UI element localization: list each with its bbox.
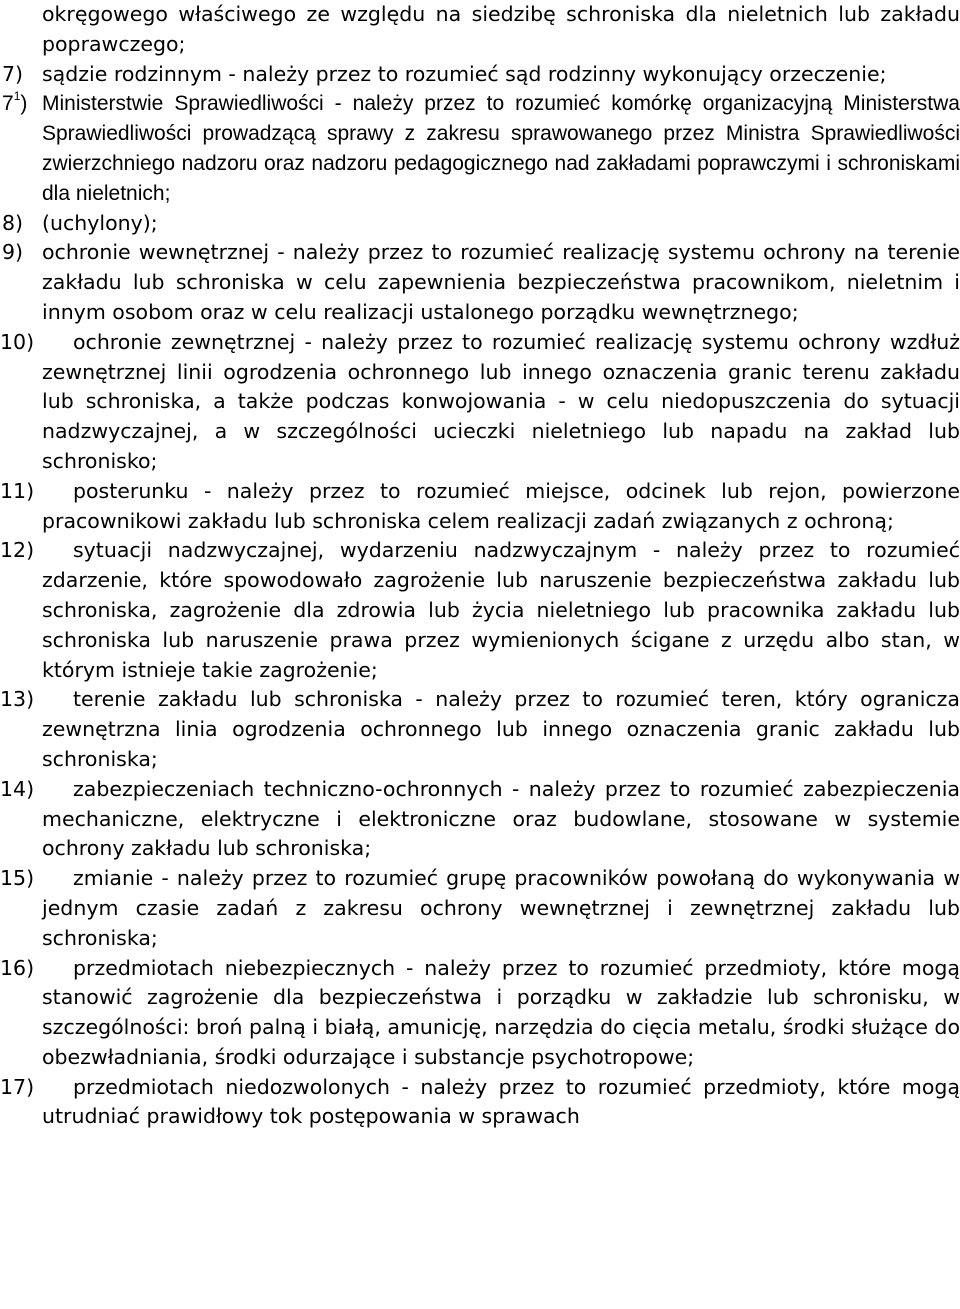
list-item-16 [0, 954, 960, 1073]
item-number: 14) [0, 776, 35, 801]
list-item-14 [0, 775, 960, 864]
list-item-8 [0, 209, 960, 239]
list-item-11 [0, 477, 960, 537]
item-number: 11) [0, 478, 35, 503]
item-number: 13) [0, 687, 35, 712]
item-number: 15) [0, 866, 35, 891]
list-item-9 [0, 238, 960, 327]
item-text: Ministerstwie Sprawiedliwości - należy przez to rozumieć komórkę organizacyjną Ministerstwa Sprawiedliwości prowadzącą sprawy z zakresu sprawowanego przez Ministra Sprawiedliwości zwierzchniego nadzoru oraz nadzoru pedagogicznego nad zakładami poprawczymi i schroniskami dla nieletnich; [42, 92, 960, 205]
item-number: 16) [0, 955, 35, 980]
continuation-paragraph: okręgowego właściwego ze względu na siedzibę schroniska dla nieletnich lub zakładu poprawczego; [42, 2, 960, 56]
item-text: zabezpieczeniach techniczno-ochronnych - należy przez to rozumieć zabezpieczenia mechaniczne, elektryczne i elektroniczne oraz budowlane, stosowane w systemie ochrony zakładu lub schroniska; [42, 776, 960, 861]
item-text: sądzie rodzinnym - należy przez to rozumieć sąd rodzinny wykonujący orzeczenie; [42, 61, 887, 86]
item-number-superscript: 1 [13, 89, 21, 104]
item-text: (uchylony); [42, 210, 158, 235]
list-item-15 [0, 864, 960, 953]
list-item-10 [0, 328, 960, 477]
list-item-7-1 [0, 89, 960, 208]
item-text: ochronie wewnętrznej - należy przez to rozumieć realizację systemu ochrony na terenie zakładu lub schroniska w celu zapewnienia bezpieczeństwa pracownikom, nieletnim i innym osobom oraz w celu realizacji ustalonego porządku wewnętrznego; [42, 240, 960, 324]
item-text: zmianie - należy przez to rozumieć grupę pracowników powołaną do wykonywania w jednym czasie zadań z zakresu ochrony wewnętrznej i zewnętrznej zakładu lub schroniska; [42, 866, 960, 950]
item-number [2, 89, 27, 119]
list-item-7 [0, 60, 960, 90]
item-number: 9) [2, 240, 24, 265]
item-number: 17) [0, 1074, 35, 1099]
item-text: posterunku - należy przez to rozumieć miejsce, odcinek lub rejon, powierzone pracownikowi zakładu lub schroniska celem realizacji zadań związanych z ochroną; [42, 478, 960, 533]
item-number: 10) [0, 329, 35, 354]
list-item-12 [0, 536, 960, 685]
item-text: przedmiotach niedozwolonych - należy przez to rozumieć przedmioty, które mogą utrudniać prawidłowy tok postępowania w sprawach [42, 1074, 960, 1129]
item-number-suffix: ) [20, 92, 28, 116]
item-text: ochronie zewnętrznej - należy przez to rozumieć realizację systemu ochrony wzdłuż zewnętrznej linii ogrodzenia ochronnego lub innego oznaczenia granic terenu zakładu lub schroniska, a także podczas konwojowania - w celu niedopuszczenia do sytuacji nadzwyczajnej, a w szczególności ucieczki nieletniego lub napadu na zakład lub schronisko; [42, 329, 960, 473]
list-item-13 [0, 685, 960, 774]
item-text: terenie zakładu lub schroniska - należy przez to rozumieć teren, który ogranicza zewnętrzna linia ogrodzenia ochronnego lub innego oznaczenia granic zakładu lub schroniska; [42, 687, 960, 771]
item-number: 7) [2, 61, 24, 86]
list-item-17 [0, 1073, 960, 1133]
item-number: 12) [0, 538, 35, 563]
item-text: sytuacji nadzwyczajnej, wydarzeniu nadzwyczajnym - należy przez to rozumieć zdarzenie, które spowodowało zagrożenie lub naruszenie bezpieczeństwa zakładu lub schroniska, zagrożenie dla zdrowia lub życia nieletniego lub pracownika zakładu lub schroniska lub naruszenie prawa przez wymienionych ścigane z urzędu albo stan, w którym istnieje takie zagrożenie; [42, 538, 960, 682]
item-number-base: 7 [2, 92, 14, 116]
item-number: 8) [2, 210, 24, 235]
item-text: przedmiotach niebezpiecznych - należy przez to rozumieć przedmioty, które mogą stanowić zagrożenie dla bezpieczeństwa i porządku w zakładzie lub schronisku, w szczególności: broń palną i białą, amunicję, narzędzia do cięcia metalu, środki służące do obezwładniania, środki odurzające i substancje psychotropowe; [42, 955, 960, 1069]
